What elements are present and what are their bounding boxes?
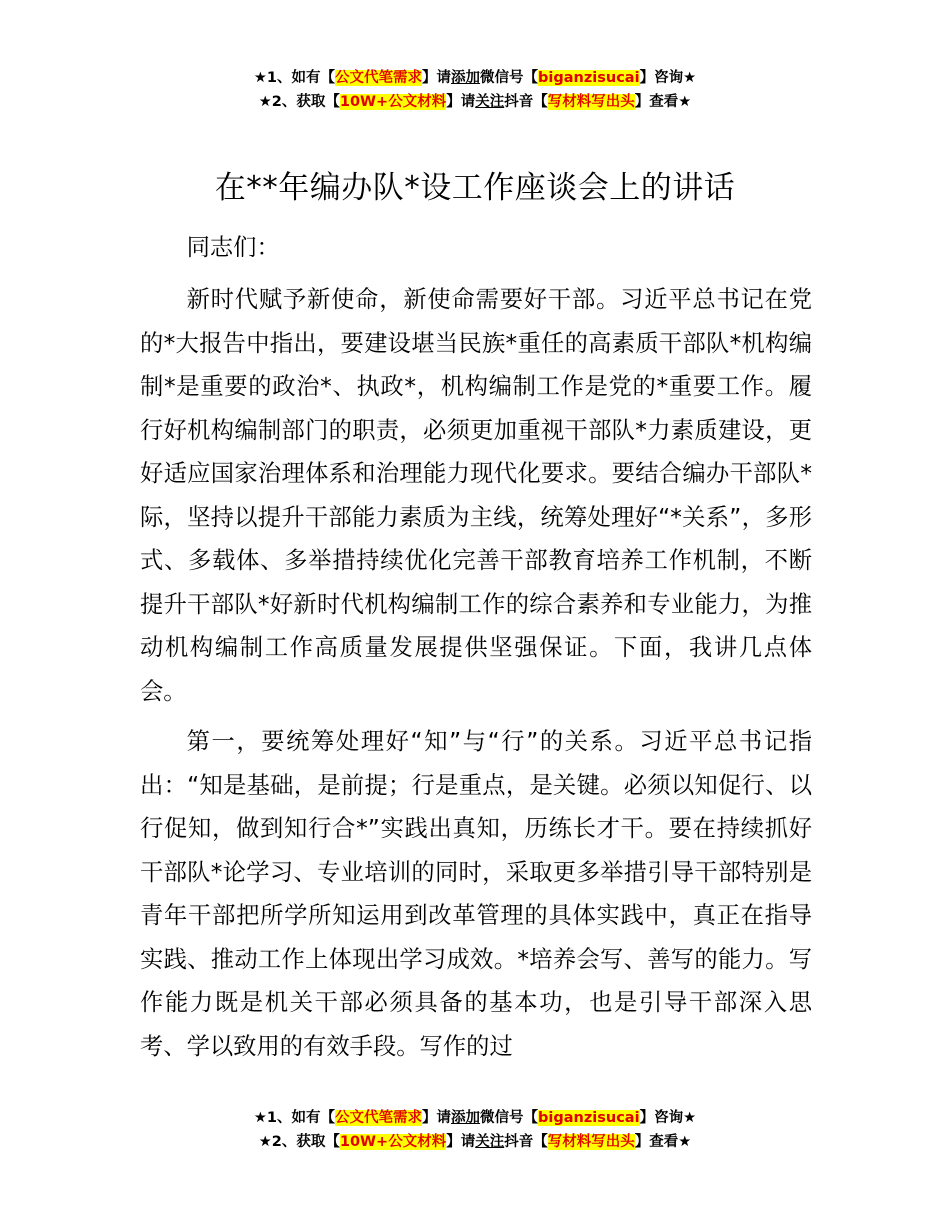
banner-highlight-service: 公文代笔需求 [335, 1110, 423, 1126]
banner-highlight-wechat-id: biganzisucai [538, 1110, 640, 1126]
greeting-paragraph [140, 226, 812, 270]
header-banner [0, 66, 950, 114]
banner-highlight-service: 公文代笔需求 [335, 70, 423, 86]
body-paragraph-1 [140, 278, 812, 713]
banner-line-1: ★1、如有【公文代笔需求】请添加微信号【biganzisucai】咨询★ [253, 70, 697, 86]
banner-line-2: ★2、获取【10W+公文材料】请关注抖音【写材料写出头】查看★ [258, 1134, 692, 1150]
greeting-text: 同志们： [186, 234, 280, 261]
banner-highlight-douyin: 写材料写出头 [547, 94, 635, 110]
paragraph-text: 新时代赋予新使命，新使命需要好干部。习近平总书记在党的*大报告中指出，要建设堪当民族*重任的高素质干部队*机构编制*是重要的政治*、执政*，机构编制工作是党的*重要工作。履行好机构编制部门的职责，必须更加重视干部队*力素质建设，更好适应国家治理体系和治理能力现代化要求。要结合编办干部队*际，坚持以提升干部能力素质为主线，统筹处理好“*关系”，多形式、多载体、多举措持续优化完善干部教育培养工作机制，不断提升干部队*好新时代机构编制工作的综合素养和专业能力，为推动机构编制工作高质量发展提供坚强保证。下面，我讲几点体会。 [140, 286, 812, 705]
banner-highlight-douyin: 写材料写出头 [547, 1134, 635, 1150]
banner-line-1: ★1、如有【公文代笔需求】请添加微信号【biganzisucai】咨询★ [253, 1110, 697, 1126]
paragraph-text: 第一，要统筹处理好“知”与“行”的关系。习近平总书记指出：“知是基础，是前提；行是重点，是关键。必须以知促行、以行促知，做到知行合*”实践出真知，历练长才干。要在持续抓好干部队*论学习、专业培训的同时，采取更多举措引导干部特别是青年干部把所学所知运用到改革管理的具体实践中，真正在指导实践、推动工作上体现出学习成效。*培养会写、善写的能力。写作能力既是机关干部必须具备的基本功，也是引导干部深入思考、学以致用的有效手段。写作的过 [140, 728, 812, 1060]
body-paragraph-2 [140, 720, 812, 1068]
banner-highlight-materials: 10W+公文材料 [339, 94, 447, 110]
banner-highlight-wechat-id: biganzisucai [538, 70, 640, 86]
banner-line-2: ★2、获取【10W+公文材料】请关注抖音【写材料写出头】查看★ [258, 94, 692, 110]
document-title: 在**年编办队*设工作座谈会上的讲话 [214, 170, 736, 206]
footer-banner [0, 1106, 950, 1154]
banner-highlight-materials: 10W+公文材料 [339, 1134, 447, 1150]
